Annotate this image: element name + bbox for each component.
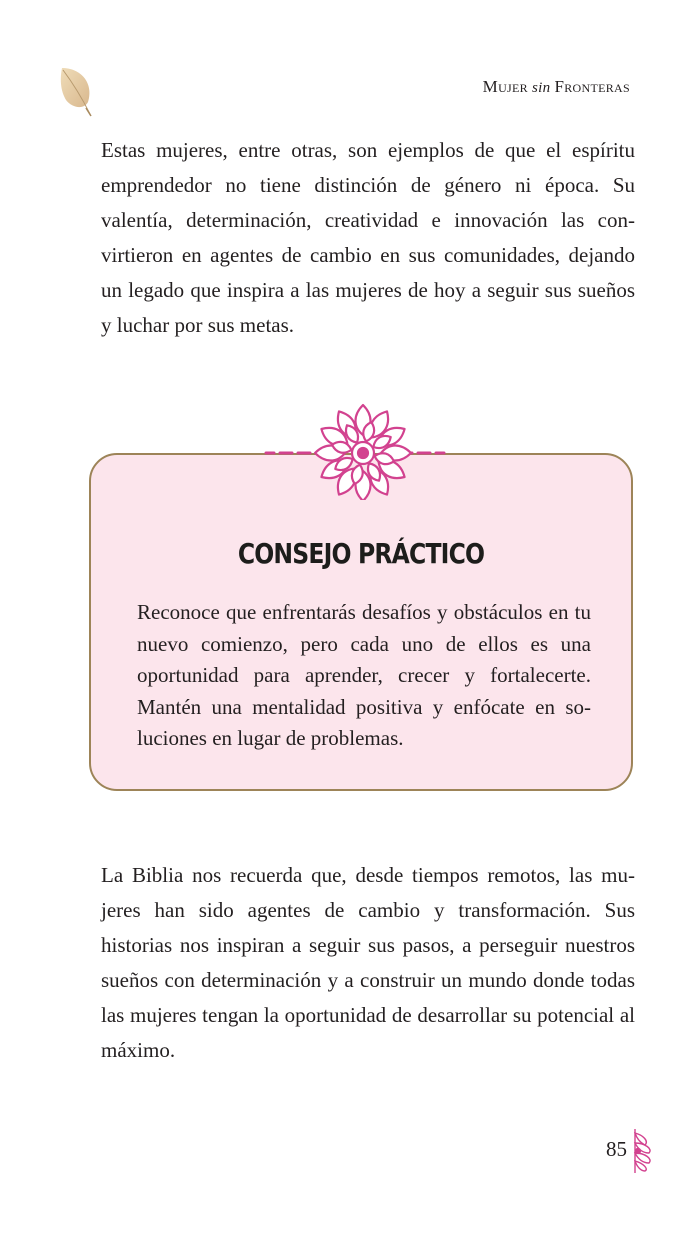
page-number: 85: [606, 1137, 627, 1161]
half-flower-icon: [633, 1127, 657, 1175]
tip-box-text: Reconoce que enfrentarás desafíos y obstáculos en tu nuevo comienzo, pero cada uno de ellos es una oportunidad para aprender, crecer y fortalecerte. Mantén una mentalidad positiva y enfócate en soluciones en lugar de problemas.: [137, 600, 591, 750]
header-title-italic: sin: [532, 80, 551, 96]
running-header: [483, 77, 630, 97]
body-paragraph-2: La Biblia nos recuerda que, desde tiempos remotos, las mujeres han sido agentes de cambio y transformación. Sus historias nos inspiran a seguir sus pasos, a perseguir nuestros sueños con determinación y a construir un mundo donde todas las mujeres tengan la oportunidad de desarrollar su potencial al máximo.: [101, 863, 635, 1062]
header-title-part1: Mujer: [482, 77, 528, 96]
tip-box: [89, 453, 633, 791]
tip-box-title: CONSEJO PRÁCTICO: [237, 537, 485, 570]
leaf-icon: [58, 64, 98, 118]
lotus-flower-icon: [262, 398, 448, 500]
header-title-part2: Fronteras: [554, 77, 630, 96]
body-paragraph-1: Estas mujeres, entre otras, son ejemplos de que el espíritu emprendedor no tiene distinción de género ni época. Su valentía, determinación, creatividad e innovación las convirtieron en agentes de cambio en sus comunidades, dejando un legado que inspira a las mujeres de hoy a seguir sus sueños y luchar por sus metas.: [101, 138, 635, 337]
